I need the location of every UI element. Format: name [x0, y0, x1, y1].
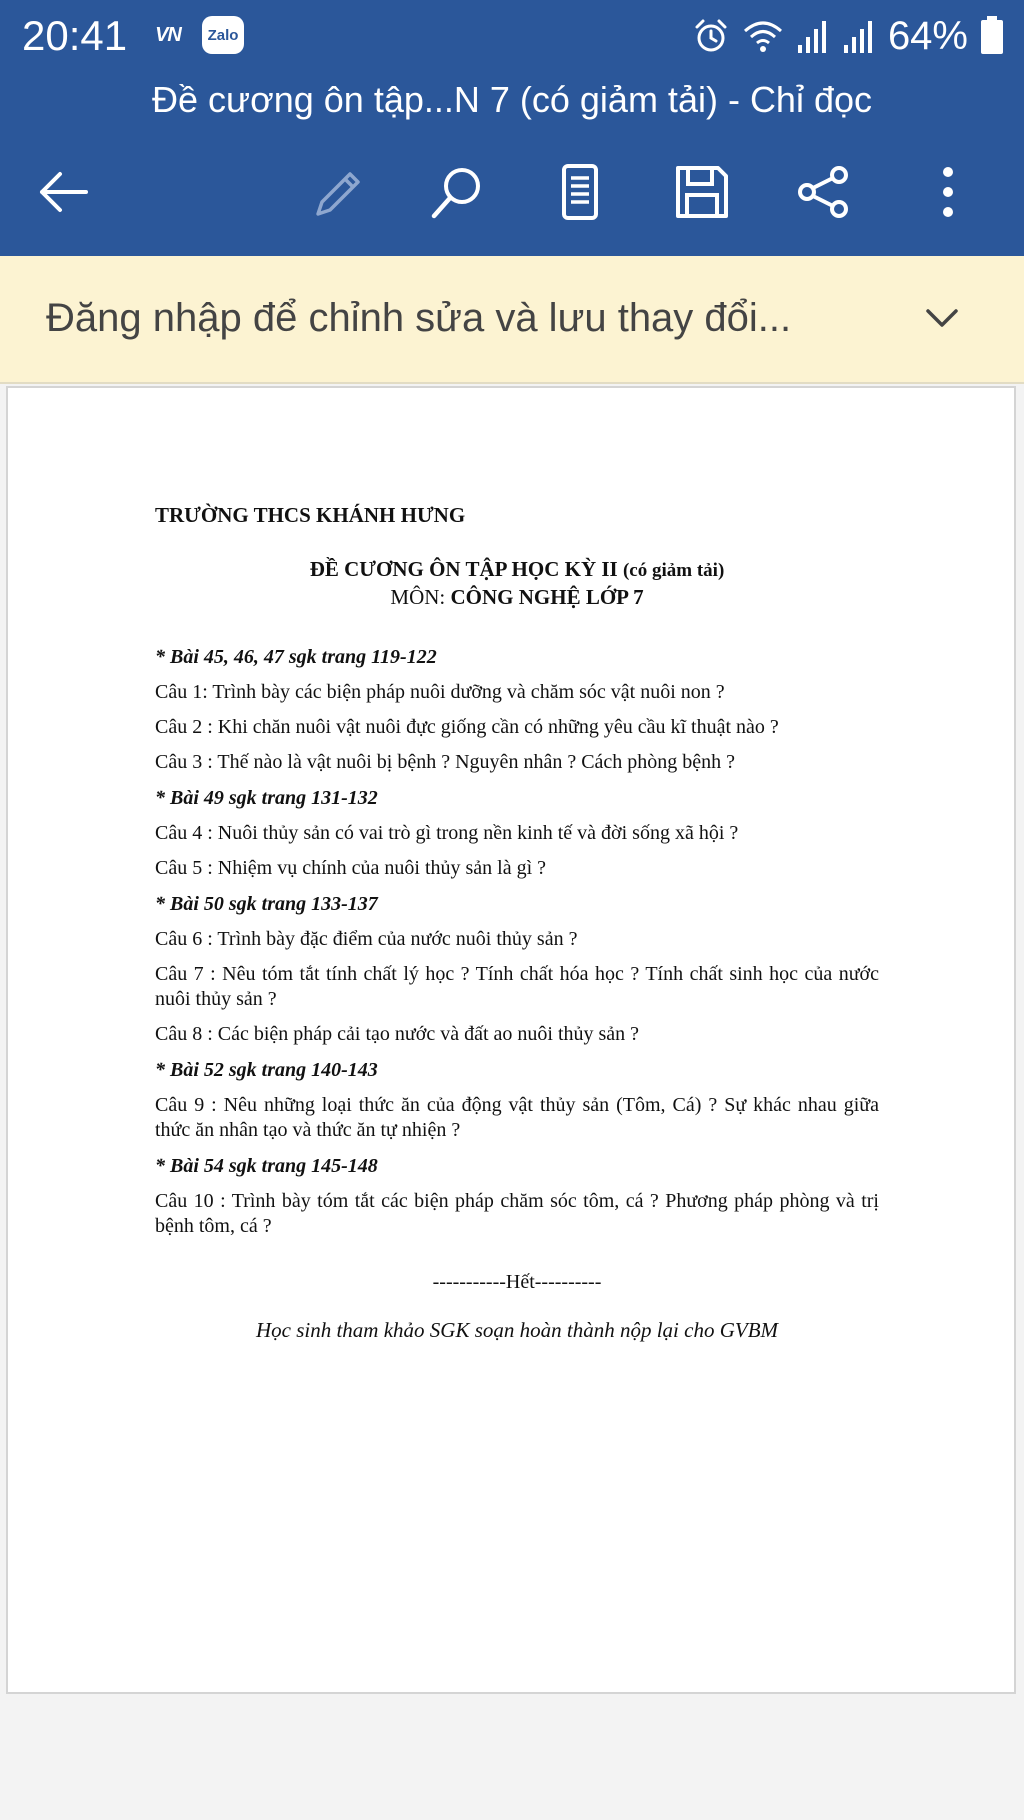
document-page[interactable]	[6, 386, 1016, 1694]
section-heading: * Bài 49 sgk trang 131-132	[155, 787, 378, 809]
question: Câu 10 : Trình bày tóm tắt các biện pháp chăm sóc tôm, cá ? Phương pháp phòng và trị bệnh tôm, cá ?	[155, 1190, 879, 1237]
question: Câu 4 : Nuôi thủy sản có vai trò gì trong nền kinh tế và đời sống xã hội ?	[155, 822, 739, 844]
signal-icon	[842, 17, 876, 55]
app-header	[0, 0, 1024, 256]
question: Câu 5 : Nhiệm vụ chính của nuôi thủy sản là gì ?	[155, 857, 547, 879]
question: Câu 1: Trình bày các biện pháp nuôi dưỡng và chăm sóc vật nuôi non ?	[155, 681, 725, 703]
zalo-app-icon: Zalo	[202, 16, 244, 54]
pencil-icon	[308, 164, 364, 220]
toolbar	[0, 150, 1024, 230]
layout-icon	[556, 162, 604, 222]
share-icon	[795, 163, 853, 221]
battery-percent: 64%	[887, 14, 968, 58]
alarm-icon	[692, 17, 730, 55]
battery-icon	[980, 16, 1004, 56]
section-heading: * Bài 45, 46, 47 sgk trang 119-122	[155, 646, 437, 668]
question: Câu 9 : Nêu những loại thức ăn của động vật thủy sản (Tôm, Cá) ? Sự khác nhau giữa thức ăn nhân tạo và thức ăn tự nhiện ?	[155, 1094, 879, 1141]
question: Câu 2 : Khi chăn nuôi vật nuôi đực giống cần có những yêu cầu kĩ thuật nào ?	[155, 716, 779, 738]
signin-banner-text: Đăng nhập để chỉnh sửa và lưu thay đổi...	[46, 296, 792, 340]
document-content	[155, 502, 879, 1343]
more-options-button[interactable]	[916, 160, 980, 224]
signal-icon	[796, 17, 830, 55]
back-button[interactable]	[32, 160, 96, 224]
school-name: TRƯỜNG THCS KHÁNH HƯNG	[155, 503, 466, 527]
search-icon	[428, 162, 488, 222]
back-arrow-icon	[36, 164, 92, 220]
subject-name: CÔNG NGHỆ LỚP 7	[450, 585, 644, 609]
edit-button[interactable]	[304, 160, 368, 224]
document-title: Đề cương ôn tập...N 7 (có giảm tải) - Chỉ đọc	[152, 79, 872, 120]
chevron-down-icon[interactable]	[920, 296, 964, 340]
status-time: 20:41	[22, 12, 128, 59]
status-bar	[0, 0, 1024, 72]
end-marker: -----------Hết----------	[432, 1271, 602, 1293]
signin-banner[interactable]	[0, 256, 1024, 384]
question: Câu 6 : Trình bày đặc điểm của nước nuôi thủy sản ?	[155, 928, 578, 950]
save-icon	[673, 163, 731, 221]
question: Câu 8 : Các biện pháp cải tạo nước và đất ao nuôi thủy sản ?	[155, 1023, 640, 1045]
share-button[interactable]	[792, 160, 856, 224]
outline-title-note: (có giảm tải)	[622, 560, 725, 581]
subject-line	[155, 584, 879, 610]
more-icon	[938, 164, 958, 220]
save-button[interactable]	[670, 160, 734, 224]
outline-title	[155, 556, 879, 584]
section-heading: * Bài 52 sgk trang 140-143	[155, 1059, 378, 1081]
subject-prefix: MÔN:	[390, 585, 451, 609]
vn-app-icon: VN	[155, 23, 181, 46]
outline-title-main: ĐỀ CƯƠNG ÔN TẬP HỌC KỲ II	[309, 557, 623, 581]
question: Câu 7 : Nêu tóm tắt tính chất lý học ? Tính chất hóa học ? Tính chất sinh học của nước nuôi thủy sản ?	[155, 963, 879, 1010]
status-indicators	[692, 10, 1004, 62]
section-heading: * Bài 54 sgk trang 145-148	[155, 1155, 378, 1177]
footer-note: Học sinh tham khảo SGK soạn hoàn thành nộp lại cho GVBM	[255, 1318, 779, 1342]
wifi-icon	[742, 17, 784, 55]
section-heading: * Bài 50 sgk trang 133-137	[155, 893, 378, 915]
mobile-view-button[interactable]	[548, 160, 612, 224]
question: Câu 3 : Thế nào là vật nuôi bị bệnh ? Nguyên nhân ? Cách phòng bệnh ?	[155, 751, 736, 773]
search-button[interactable]	[426, 160, 490, 224]
